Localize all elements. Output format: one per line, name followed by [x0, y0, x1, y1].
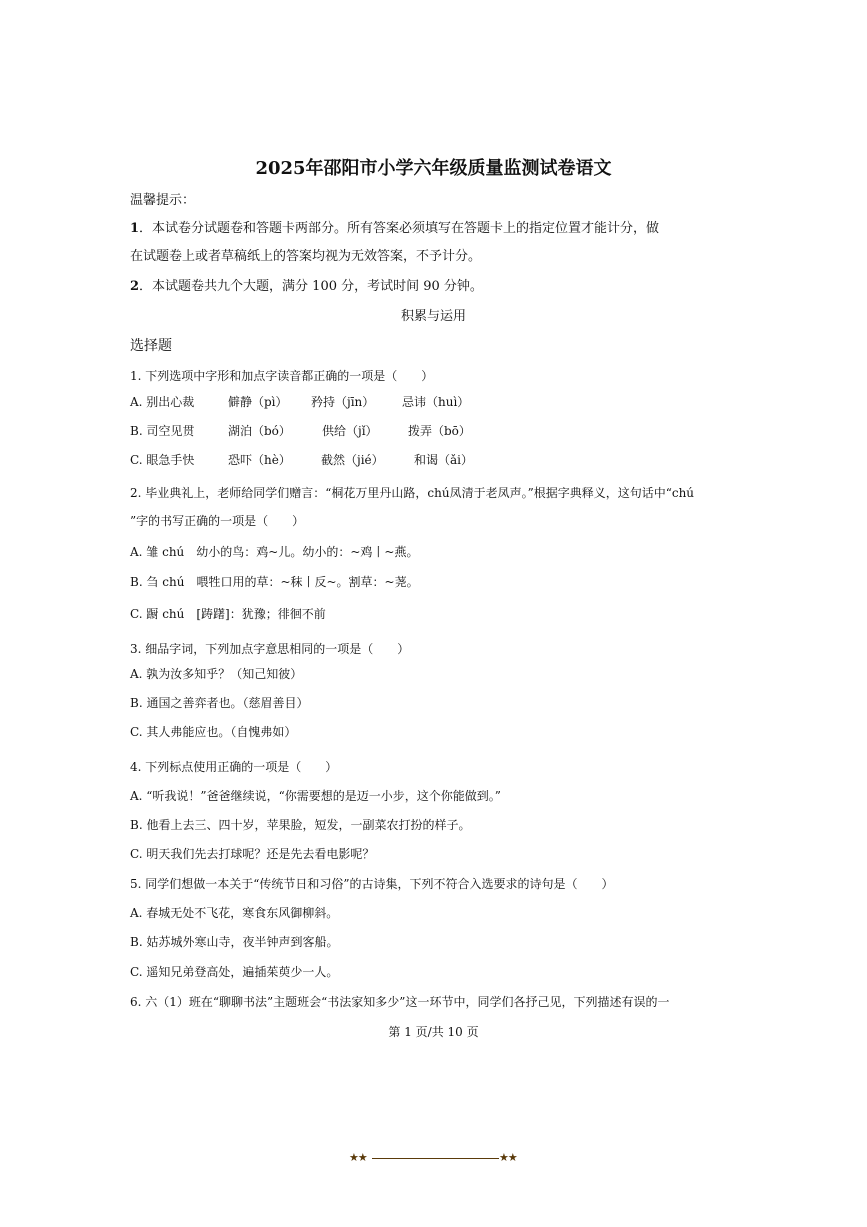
- question-1-option-b: [130, 422, 471, 440]
- divider: [372, 1158, 499, 1159]
- question-2-stem-b: ”字的书写正确的一项是（ ）: [130, 514, 305, 528]
- question-2-option-b: B. 刍 chú 喂牲口用的草：~秣丨反~。割草：~荛。: [130, 575, 419, 589]
- question-4-option-c: C. 明天我们先去打球呢？还是先去看电影呢？: [130, 847, 375, 861]
- option-a-idiom: A. 别出心裁: [130, 395, 195, 409]
- question-4-stem: 4. 下列标点使用正确的一项是（ ）: [130, 760, 338, 774]
- star-icon: ★★: [349, 1151, 367, 1164]
- question-4-option-a: A. “听我说！”爸爸继续说，“你需要想的是迈一小步，这个你能做到。”: [130, 789, 501, 803]
- option-c-word-2: 截然（jié）: [321, 453, 384, 467]
- question-1-stem: 1. 下列选项中字形和加点字读音都正确的一项是（ ）: [130, 369, 434, 383]
- option-c-word-1: 恐吓（hè）: [228, 453, 291, 467]
- tips-label: 温馨提示：: [130, 193, 196, 208]
- page-footer: 第 1 页/共 10 页: [388, 1025, 479, 1039]
- question-5-option-a: A. 春城无处不飞花，寒食东风御柳斜。: [130, 906, 339, 920]
- question-5-option-c: C. 遥知兄弟登高处，遍插茱萸少一人。: [130, 965, 339, 979]
- tip-1-number: 1: [130, 221, 140, 236]
- tip-1-text-a: ．本试卷分试题卷和答题卡两部分。所有答案必须填写在答题卡上的指定位置才能计分，做: [139, 221, 660, 236]
- option-b-word-1: 湖泊（bó）: [228, 424, 291, 438]
- question-2-option-a: A. 雏 chú 幼小的鸟：鸡~儿。幼小的：~鸡丨~燕。: [130, 545, 419, 559]
- option-a-word-2: 矜持（jīn）: [311, 395, 375, 409]
- question-3-option-c: C. 其人弗能应也。（自愧弗如）: [130, 725, 297, 739]
- section-heading: 积累与运用: [400, 309, 466, 324]
- question-4-option-b: B. 他看上去三、四十岁，苹果脸，短发，一副菜农打扮的样子。: [130, 818, 471, 832]
- option-c-idiom: C. 眼急手快: [130, 453, 195, 467]
- question-1-option-c: [130, 451, 473, 469]
- question-2-stem-a: 2. 毕业典礼上，老师给同学们赠言：“桐花万里丹山路，chú凤清于老凤声。”根据字典释义，这句话中“chú: [130, 486, 695, 500]
- question-3-option-b: B. 通国之善弈者也。（慈眉善目）: [130, 696, 309, 710]
- question-6-stem: 6. 六（1）班在“聊聊书法”主题班会“书法家知多少”这一环节中，同学们各抒己见，下列描述有误的一: [130, 995, 670, 1009]
- tip-2-number: 2: [130, 279, 140, 294]
- question-2-option-c: C. 蹰 chú [踌躇]：犹豫；徘徊不前: [130, 607, 326, 621]
- option-b-idiom: B. 司空见贯: [130, 424, 195, 438]
- option-c-word-3: 和谒（ǎi）: [414, 453, 473, 467]
- tip-2-text: ．本试题卷共九个大题，满分 100 分，考试时间 90 分钟。: [139, 279, 483, 294]
- option-a-word-1: 僻静（pì）: [228, 395, 288, 409]
- question-3-stem: 3. 细品字词，下列加点字意思相同的一项是（ ）: [130, 642, 410, 656]
- question-3-option-a: A. 孰为汝多知乎？（知己知彼）: [130, 667, 303, 681]
- subsection-heading: 选择题: [130, 338, 172, 354]
- star-icon: ★★: [499, 1151, 517, 1164]
- page-title: 2025年邵阳市小学六年级质量监测试卷语文: [255, 158, 612, 179]
- question-5-option-b: B. 姑苏城外寒山寺，夜半钟声到客船。: [130, 935, 339, 949]
- tip-1-text-b: 在试题卷上或者草稿纸上的答案均视为无效答案，不予计分。: [130, 249, 482, 264]
- question-5-stem: 5. 同学们想做一本关于“传统节日和习俗”的古诗集，下列不符合入选要求的诗句是（ ）: [130, 877, 614, 891]
- option-a-word-3: 忌讳（huì）: [402, 395, 470, 409]
- option-b-word-3: 拨弄（bō）: [408, 424, 471, 438]
- option-b-word-2: 供给（jǐ）: [322, 424, 378, 438]
- tip-1: [130, 220, 659, 238]
- footer-decoration: [0, 1151, 867, 1167]
- question-1-option-a: [130, 393, 469, 411]
- tip-2: [130, 278, 483, 296]
